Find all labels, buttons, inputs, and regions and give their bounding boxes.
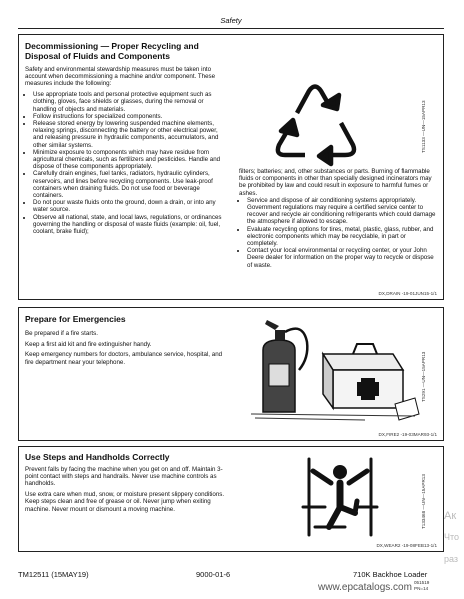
paragraph: Keep emergency numbers for doctors, ambulance service, hospital, and fire department near your telephone.: [25, 351, 223, 366]
header-title: Safety: [220, 16, 242, 25]
list-item: • Contact your local environmental or recycling center, or your John Deere dealer for information on the proper way to recycle or dispose of waste.: [247, 247, 437, 269]
paragraph: Prevent falls by facing the machine when you get on and off. Maintain 3-point contact with steps and handrails. Never use machine controls as handholds.: [25, 466, 223, 488]
footer-doc-id: TM12511 (15MAY19): [18, 570, 89, 579]
emergencies-text: [25, 330, 230, 369]
decommissioning-right-column: [239, 168, 437, 269]
list-item: • Minimize exposure to components which may have residue from agricultural chemicals, such as fertilizers and pesticides. Handle and dispose of these components appropriately.: [33, 149, 225, 171]
footer-stamp: 051519: [414, 580, 430, 585]
paragraph: Be prepared if a fire starts.: [25, 330, 98, 337]
side-text: раз: [444, 554, 459, 564]
decommissioning-section: [18, 34, 444, 300]
decommissioning-continuation: filters; batteries; and, other substances or parts. Burning of flammable fluids or components in other than specially designed incinerators may be prohibited by law and could result in exposure to harmful fumes or ashes.: [239, 168, 432, 197]
decommissioning-left-column: [25, 66, 225, 235]
decommissioning-ref-code: DX,DRAIN -19-01JUN15-1/1: [378, 291, 437, 296]
steps-ref-code: DX,WEAR2 -19-08FEB13-1/1: [376, 543, 437, 548]
emergencies-section: [18, 307, 444, 441]
person-climbing-steps-icon: [295, 455, 385, 541]
recycle-image-code: TS1133 —UN—15APR13: [421, 100, 426, 153]
list-item: • Use appropriate tools and personal protective equipment such as clothing, gloves, face shields or glasses, during the removal or handling of objects and materials.: [33, 91, 225, 113]
emergency-image-code: TS291 —UN—15APR13: [421, 351, 426, 402]
list-item: • Carefully drain engines, fuel tanks, radiators, hydraulic cylinders, reservoirs, and lines before recycling components. Use leak-proof containers when draining fluids. Do not use food or beverage containers.: [33, 170, 225, 199]
decommissioning-list: [25, 91, 225, 235]
footer-pn: PN=14: [414, 586, 429, 591]
decommissioning-title: Decommissioning — Proper Recycling and Disposal of Fluids and Components: [25, 41, 199, 61]
list-item: • Do not pour waste fluids onto the ground, down a drain, or into any water source.: [33, 199, 225, 213]
list-item: • Release stored energy by lowering suspended machine elements, relaxing springs, disconnecting the battery or other electrical power, and releasing pressure in hydraulic components, accumulators, and other similar systems.: [33, 120, 225, 149]
list-item: • Service and dispose of air conditioning systems appropriately. Government regulations may require a certified service center to recover and recycle air conditioning refrigerants which could damage the atmosphere if allowed to escape.: [247, 197, 437, 226]
emergencies-title: Prepare for Emergencies: [25, 314, 126, 324]
steps-image-code: T133468 —UN—15APR13: [421, 474, 426, 529]
side-text: Что: [444, 532, 460, 542]
paragraph: Use extra care when mud, snow, or moisture present slippery conditions. Keep steps clean and free of grease or oil. Never jump when exiting machine. Never mount or dismount a moving machine.: [25, 491, 225, 513]
list-item: • Follow instructions for specialized components.: [33, 113, 225, 120]
decommissioning-list-continued: [239, 197, 437, 269]
list-item: • Observe all national, state, and local laws, regulations, or ordinances governing the handling or disposal of waste fluids (example: oil, fuel, coolant, brake fluid);: [33, 214, 225, 236]
decommissioning-intro: Safety and environmental stewardship measures must be taken into account when decommissioning a machine and/or component. These measures include the following:: [25, 66, 216, 88]
watermark: www.epcatalogs.com: [318, 582, 412, 593]
paragraph: Keep a first aid kit and fire extinguisher handy.: [25, 340, 152, 348]
side-text: Ак: [444, 510, 457, 522]
footer-machine: 710K Backhoe Loader: [353, 570, 428, 579]
steps-section: [18, 446, 444, 552]
recycle-icon: [267, 73, 363, 173]
steps-title: Use Steps and Handholds Correctly: [25, 452, 170, 462]
page-header: [18, 14, 444, 29]
footer-page-number: 9000-01-6: [196, 570, 231, 579]
steps-text: [25, 466, 230, 516]
fire-extinguisher-first-aid-kit-icon: [245, 314, 420, 426]
list-item: • Evaluate recycling options for tires, metal, plastic, glass, rubber, and electronic components which may be recyclable, in part or completely.: [247, 226, 437, 248]
emergencies-ref-code: DX,FIRE2 -19-03MAR93-1/1: [378, 432, 437, 437]
